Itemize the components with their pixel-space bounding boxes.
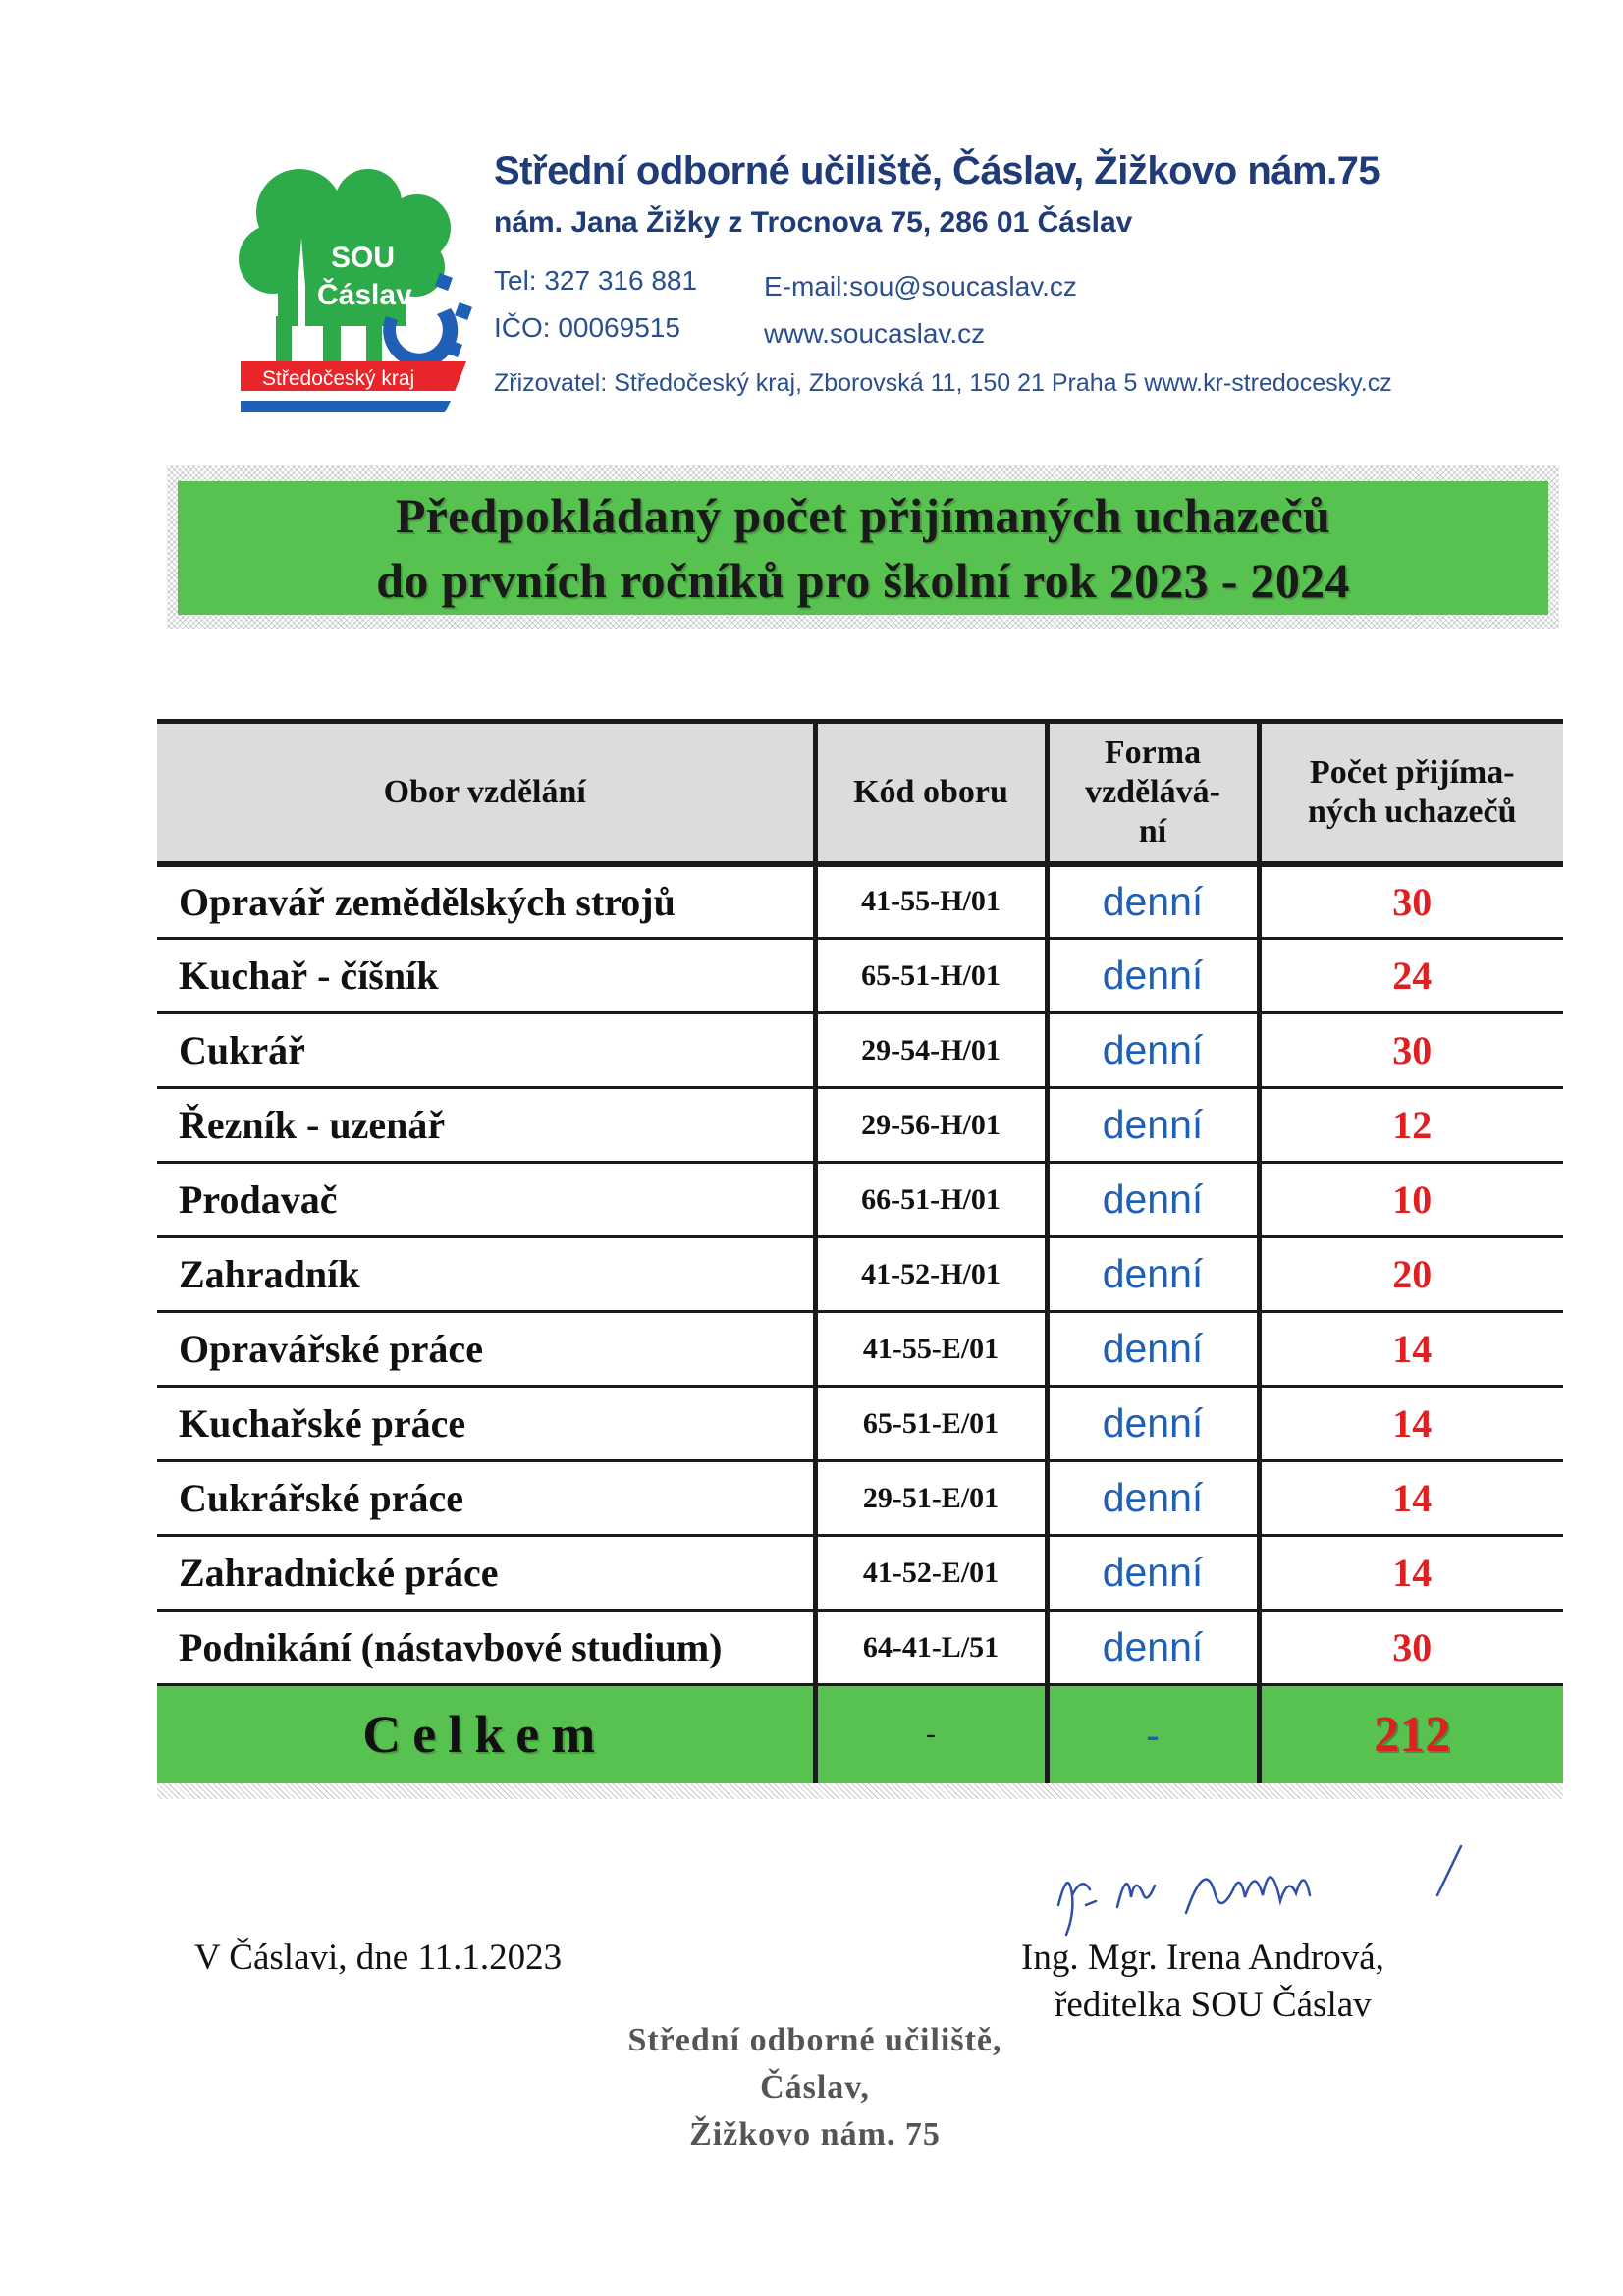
field-name: Cukrář: [157, 1013, 815, 1088]
sou-caslav-logo: [239, 169, 474, 412]
study-form: denní: [1047, 1536, 1259, 1611]
admission-count: 14: [1259, 1387, 1563, 1461]
study-form: denní: [1047, 1611, 1259, 1685]
table-header-row: [157, 722, 1563, 864]
admission-count: 14: [1259, 1312, 1563, 1387]
stamp-line-2: Čáslav,: [760, 2069, 870, 2105]
admission-count: 20: [1259, 1237, 1563, 1312]
stamp-line-3: Žižkovo nám. 75: [689, 2116, 941, 2153]
admission-count: 30: [1259, 1013, 1563, 1088]
field-code: 65-51-H/01: [815, 939, 1047, 1013]
school-email[interactable]: E-mail:sou@soucaslav.cz: [764, 271, 1077, 301]
field-name: Kuchařské práce: [157, 1387, 815, 1461]
header-form-line-3: ní: [1138, 812, 1167, 849]
study-form: denní: [1047, 1013, 1259, 1088]
table-row: [157, 1312, 1563, 1387]
admission-count: 30: [1259, 864, 1563, 939]
table-row: [157, 1461, 1563, 1536]
study-form: denní: [1047, 939, 1259, 1013]
table-row: [157, 1088, 1563, 1163]
title-line-1: Předpokládaný počet přijímaných uchazečů: [395, 488, 1331, 543]
field-code: 29-56-H/01: [815, 1088, 1047, 1163]
field-name: Cukrářské práce: [157, 1461, 815, 1536]
header-form-line-2: vzdělává-: [1085, 773, 1220, 810]
table-row: [157, 1013, 1563, 1088]
study-form: denní: [1047, 1237, 1259, 1312]
admission-count: 24: [1259, 939, 1563, 1013]
school-website[interactable]: www.soucaslav.cz: [764, 318, 986, 349]
field-name: Opravář zemědělských strojů: [157, 864, 815, 939]
total-code: -: [815, 1685, 1047, 1783]
school-stamp: [609, 2017, 1021, 2159]
admission-count: 10: [1259, 1163, 1563, 1237]
field-name: Podnikání (nástavbové studium): [157, 1611, 815, 1685]
school-ico: IČO: 00069515: [494, 312, 680, 343]
field-name: Zahradnické práce: [157, 1536, 815, 1611]
field-code: 29-51-E/01: [815, 1461, 1047, 1536]
logo-text-sou: SOU: [331, 242, 396, 274]
field-code: 64-41-L/51: [815, 1611, 1047, 1685]
field-code: 41-52-E/01: [815, 1536, 1047, 1611]
field-code: 41-52-H/01: [815, 1237, 1047, 1312]
place-and-date: V Čáslavi, dne 11.1.2023: [194, 1938, 563, 1978]
stamp-line-1: Střední odborné učiliště,: [627, 2022, 1002, 2058]
admission-count: 12: [1259, 1088, 1563, 1163]
field-code: 66-51-H/01: [815, 1163, 1047, 1237]
study-form: denní: [1047, 1163, 1259, 1237]
field-name: Opravářské práce: [157, 1312, 815, 1387]
header-form-line-1: Forma: [1104, 734, 1202, 771]
founder-info: Zřizovatel: Středočeský kraj, Zborovská 11, 150 21 Praha 5 www.kr-stredocesky.cz: [494, 369, 1392, 397]
field-code: 41-55-E/01: [815, 1312, 1047, 1387]
study-form: denní: [1047, 1088, 1259, 1163]
header-form: [1047, 722, 1259, 864]
study-form: denní: [1047, 1312, 1259, 1387]
logo-text-caslav: Čáslav: [317, 279, 412, 311]
header-count-line-1: Počet přijíma-: [1309, 753, 1515, 791]
table-row: [157, 1237, 1563, 1312]
study-form: denní: [1047, 864, 1259, 939]
header-count: [1259, 722, 1563, 864]
study-form: denní: [1047, 1387, 1259, 1461]
logo-region-label: Středočeský kraj: [262, 367, 415, 390]
table-row: [157, 1163, 1563, 1237]
field-code: 29-54-H/01: [815, 1013, 1047, 1088]
total-form: -: [1047, 1685, 1259, 1783]
field-name: Kuchař - číšník: [157, 939, 815, 1013]
table-row: [157, 1387, 1563, 1461]
header-field: Obor vzdělání: [157, 722, 815, 864]
total-label: Celkem: [157, 1685, 815, 1783]
handwritten-signature: [1039, 1836, 1471, 1944]
header-code: Kód oboru: [815, 722, 1047, 864]
admission-count: 14: [1259, 1461, 1563, 1536]
admissions-table-wrap: [157, 719, 1563, 1799]
field-name: Prodavač: [157, 1163, 815, 1237]
study-form: denní: [1047, 1461, 1259, 1536]
field-name: Zahradník: [157, 1237, 815, 1312]
field-name: Řezník - uzenář: [157, 1088, 815, 1163]
signatory-role: ředitelka SOU Čáslav: [1055, 1985, 1372, 2025]
table-row: [157, 864, 1563, 939]
admission-count: 30: [1259, 1611, 1563, 1685]
table-row: [157, 1536, 1563, 1611]
title-line-2: do prvních ročníků pro školní rok 2023 - 2024: [376, 553, 1350, 608]
admission-count: 14: [1259, 1536, 1563, 1611]
table-row: [157, 1611, 1563, 1685]
school-phone: Tel: 327 316 881: [494, 265, 698, 296]
school-address: nám. Jana Žižky z Trocnova 75, 286 01 Čáslav: [494, 206, 1133, 239]
total-count: 212: [1259, 1685, 1563, 1783]
admissions-table: [157, 719, 1563, 1783]
table-row: [157, 939, 1563, 1013]
field-code: 41-55-H/01: [815, 864, 1047, 939]
table-total-row: [157, 1685, 1563, 1783]
signatory-name: Ing. Mgr. Irena Andrová,: [1021, 1938, 1384, 1978]
title-banner: [178, 481, 1548, 615]
field-code: 65-51-E/01: [815, 1387, 1047, 1461]
header-count-line-2: ných uchazečů: [1308, 793, 1517, 830]
school-name: Střední odborné učiliště, Čáslav, Žižkovo nám.75: [494, 149, 1380, 192]
